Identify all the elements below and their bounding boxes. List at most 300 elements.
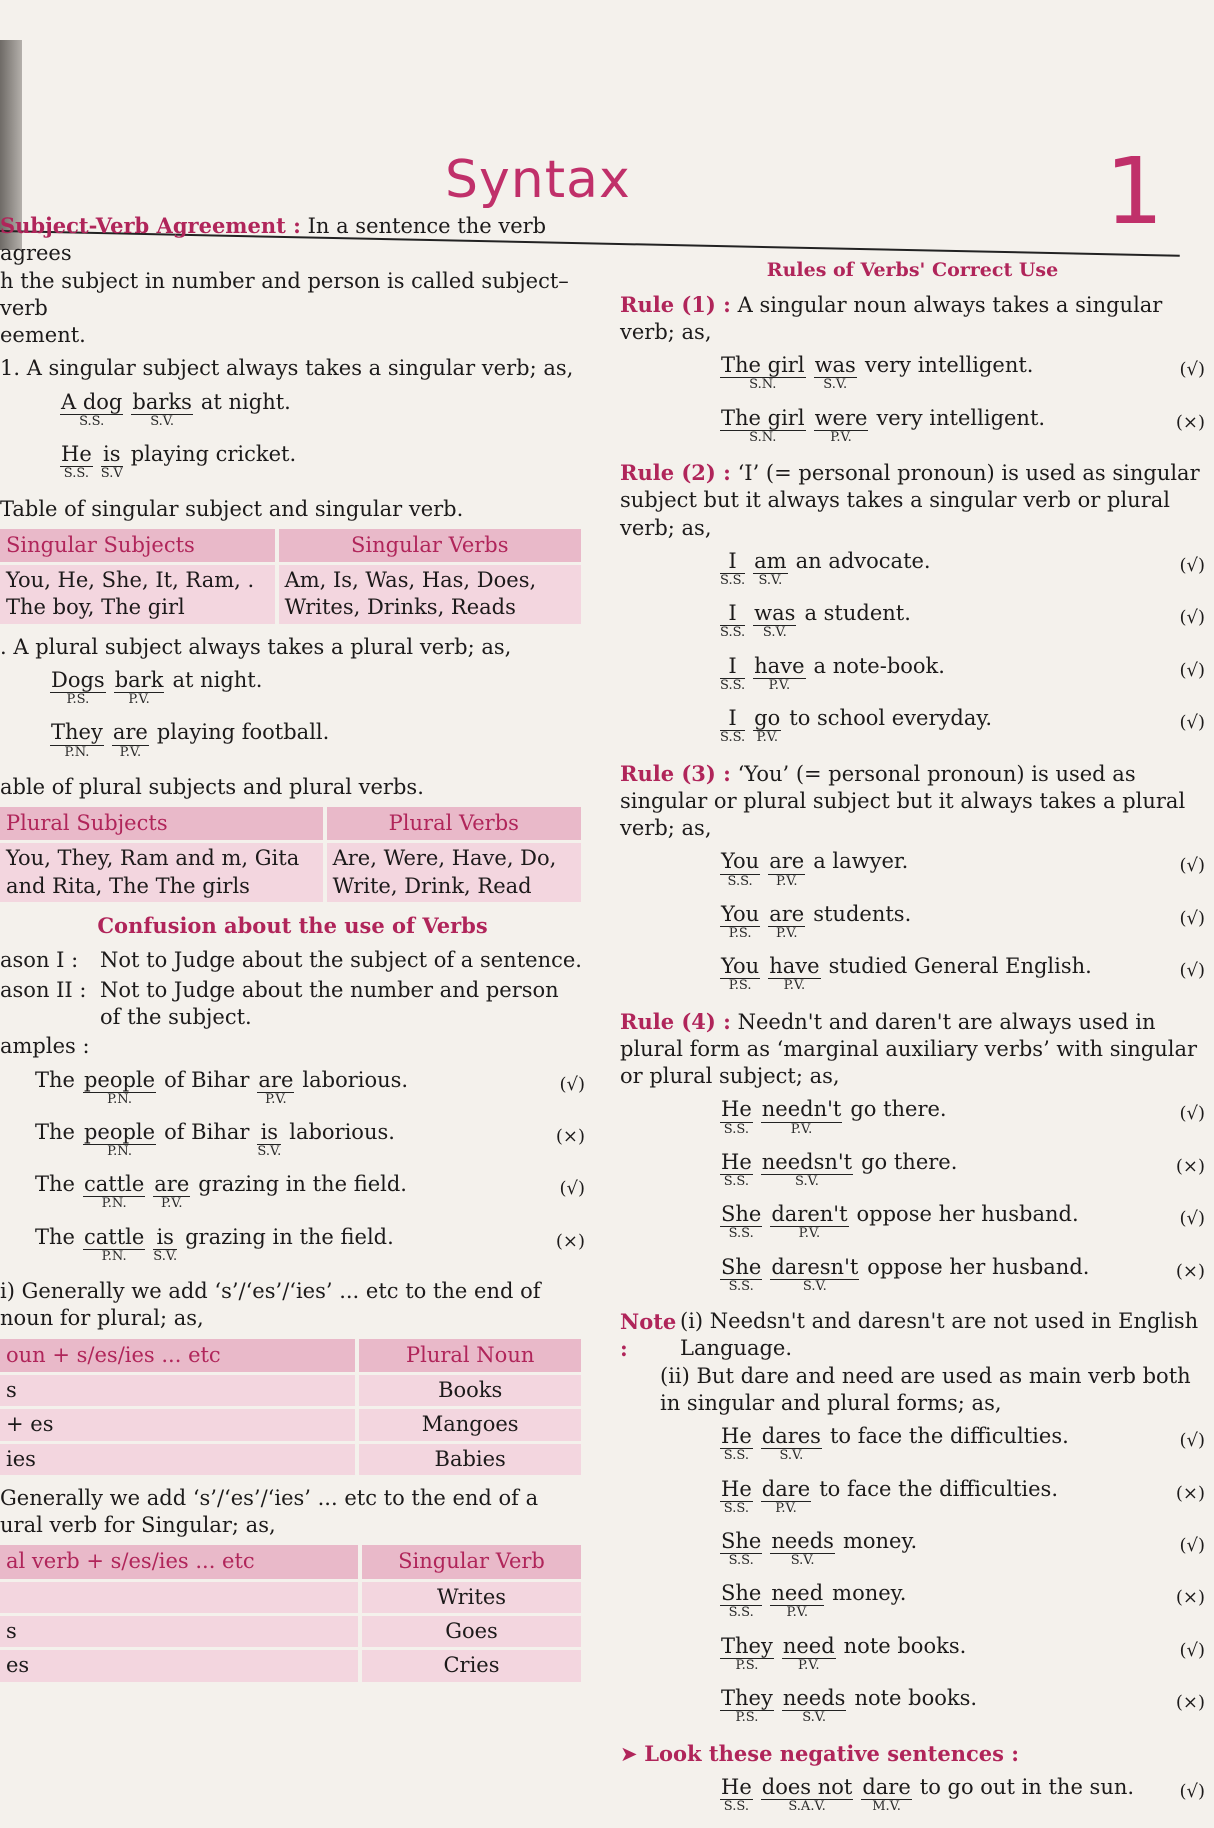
text-span: M.V. [872,1798,901,1814]
text-span: S.S. [720,730,746,746]
example-sentence [620,1098,1205,1136]
underlined-word [768,955,820,993]
correct-mark: (√) [1179,359,1205,381]
text-span: A singular noun always takes a singular verb; as, [620,292,1163,344]
text-span: I [720,602,745,626]
rule-3 [620,760,1205,843]
correct-mark: (√) [1179,855,1205,877]
text-span: S.S. [720,677,746,693]
underlined-word [720,407,806,445]
correct-mark: (√) [1179,1535,1205,1556]
text-span: P.N. [107,1143,132,1159]
underlined-word [83,1121,156,1159]
correct-mark: (√) [1179,1639,1205,1661]
text-span: have [769,954,820,979]
example-sentence [620,1425,1205,1463]
plural-noun-table [0,1339,585,1475]
text-span: P.V. [128,692,150,708]
table-cell: Mangoes [357,1408,583,1442]
underlined-word [770,1582,824,1620]
text-span: P.V. [783,978,806,994]
text-span: S.N. [749,377,777,393]
rules-heading: Rules of Verbs' Correct Use [766,259,1059,281]
text-span: a student. [804,601,911,626]
text-span: The [35,1172,75,1197]
text-span: needs [782,1686,846,1711]
underlined-word [720,1776,753,1814]
underlined-word [131,391,193,429]
underlined-word [761,1425,822,1463]
text-span: S.S. [728,1553,754,1569]
text-span: P.S. [735,1710,759,1726]
underlined-word [720,550,745,588]
text-span: needsn't [761,1149,853,1174]
underlined-word [50,669,106,707]
text-span: Rule (4) : [620,1008,731,1034]
underlined-word [782,1635,836,1673]
intro-text-2: h the subject in number and person is called subject–verb [0,268,569,320]
incorrect-mark: (×) [1175,1260,1205,1282]
text-span: S.V. [802,1710,827,1726]
text-span: of Bihar [164,1119,250,1144]
example-sentence [0,391,585,429]
text-span: laborious. [289,1119,395,1144]
text-span: a note-book. [813,653,945,678]
underlined-word [720,850,760,888]
table-header: Singular Subjects [0,529,277,564]
example-sentence [620,1582,1205,1620]
text-span: S.S. [723,1798,749,1814]
underlined-word [761,1098,843,1136]
text-span: P.V. [756,730,778,746]
underlined-word [720,1687,774,1725]
text-span: Rule (3) : [620,760,731,786]
text-span: S.V. [153,1248,178,1264]
text-span: P.V. [786,1605,808,1621]
text-span: P.S. [728,925,752,941]
text-span: very intelligent. [876,405,1046,430]
text-span: dare [761,1476,811,1501]
text-span: S.S. [720,625,746,641]
text-span: ‘You’ (= personal pronoun) is used as singular or plural subject but it always takes a plural verb; as, [620,761,1186,841]
text-span: A dog [61,389,123,414]
table-header: al verb + s/es/ies ... etc [0,1545,360,1580]
example-sentence [0,1226,585,1264]
text-span: (i) Needsn't and daresn't are not used in English Language. [680,1309,1199,1361]
correct-mark: (√) [1179,554,1205,576]
table-cell: You, He, She, It, Ram, . The boy, The girl [0,564,277,624]
text-span: go there. [850,1097,947,1122]
text-span: ason II : [0,977,87,1002]
text-span: needn't [761,1097,842,1122]
underlined-word [720,602,745,640]
text-span: were [814,405,868,430]
intro-text-3: eement. [0,323,86,348]
text-span: need [782,1633,835,1658]
text-span: P.V. [790,1121,813,1137]
left-column [0,212,585,1692]
text-span: needs [771,1529,834,1553]
underlined-word [720,1635,774,1673]
singular-table [0,529,585,624]
text-span: Look these negative sentences : [644,1740,1020,1766]
text-span: playing football. [156,720,330,745]
text-span: P.V. [775,925,798,941]
text-span: P.V. [797,1657,820,1673]
underlined-word [753,655,805,693]
underlined-word [753,707,781,745]
text-span: is [101,443,123,467]
text-span: S.N. [749,429,777,445]
text-span: S.S. [723,1173,749,1189]
text-span: S.S. [720,573,746,589]
text-span: P.S. [728,978,752,994]
underlined-word [83,1069,156,1107]
rule-1 [620,291,1205,347]
underlined-word [720,1478,753,1516]
text-span: I [720,550,745,574]
text-span: S.V. [779,1448,804,1464]
underlined-word [112,721,149,759]
note-ii: (ii) But dare and need are used as main verb both in singular and plural forms; as, [660,1363,1191,1415]
text-span: money. [832,1581,907,1606]
correct-mark: (√) [1179,712,1205,734]
text-span: is [257,1121,281,1145]
text-span: P.V. [830,429,852,445]
text-span: They [51,720,103,745]
underlined-word [814,407,869,445]
text-span: S.S. [723,1500,749,1516]
text-span: students. [813,901,912,926]
text-span: very intelligent. [864,353,1034,378]
correct-mark: (√) [1179,659,1205,681]
rule-2 [620,459,1205,542]
text-span: P.V. [798,1226,821,1242]
table-header: Plural Verbs [325,807,583,842]
underlined-word [753,550,787,588]
incorrect-mark: (×) [1175,1482,1205,1504]
incorrect-mark: (×) [1175,1587,1205,1609]
text-span: to face the difficulties. [829,1424,1069,1449]
underlined-word [60,443,93,481]
underlined-word [761,1151,853,1189]
text-span: S.V. [257,1143,282,1159]
text-span: ason I : [0,948,79,973]
text-span: of Bihar [164,1067,250,1092]
text-span: daren't [771,1202,848,1227]
intro-text: In a sentence the verb agrees [0,214,547,266]
text-span: at night. [200,389,291,414]
table-cell: Are, Were, Have, Do, Write, Drink, Read [325,842,583,902]
text-span: are [769,849,805,874]
table-cell: You, They, Ram and m, Gita and Rita, The The girls [0,842,325,902]
text-span: He [721,1476,752,1501]
singular-verb-table [0,1545,585,1681]
text-span: are [258,1067,294,1092]
text-span: S.S. [728,1226,754,1242]
text-span: He [61,442,92,467]
table-cell: s [0,1615,360,1649]
text-span: Not to Judge about the subject of a sentence. [100,948,582,973]
text-span: S.V. [150,413,175,429]
table-cell: s [0,1373,357,1407]
table-cell: es [0,1649,360,1682]
example-sentence [620,407,1205,445]
text-span: I [720,655,745,679]
underlined-word [761,1478,811,1516]
underlined-word [814,354,857,392]
underlined-word [60,391,123,429]
note [620,1308,1205,1363]
table-header: Plural Subjects [0,807,325,842]
text-span: cattle [83,1224,145,1249]
text-span: The [35,1224,75,1249]
underlined-word [761,1776,854,1814]
text-span: S.V. [795,1173,819,1189]
text-span: P.V. [775,1500,797,1516]
text-span: does not [761,1774,853,1799]
text-span: barks [132,389,192,414]
table-2-caption: able of plural subjects and plural verbs. [0,774,424,799]
table-cell: Am, Is, Was, Has, Does, Writes, Drinks, Reads [277,564,583,624]
text-span: oppose her husband. [856,1202,1079,1227]
text-span: S.S. [727,873,753,889]
text-span: dares [761,1424,821,1449]
example-sentence [620,1256,1205,1294]
text-span: They [721,1686,773,1711]
text-span: daresn't [771,1254,859,1279]
incorrect-mark: (×) [1175,1155,1205,1177]
correct-mark: (√) [1179,1780,1205,1802]
text-span: S.V. [823,377,848,393]
incorrect-mark: (×) [555,1230,585,1252]
text-span: playing cricket. [130,442,297,467]
text-span: P.V. [775,873,798,889]
text-span: an advocate. [795,548,931,573]
arrow-icon: ➤ [620,1741,645,1766]
example-sentence [620,1530,1205,1568]
text-span: have [754,653,805,678]
rule-4 [620,1008,1205,1091]
text-span: He [721,1097,752,1122]
example-sentence [0,669,585,707]
reason-2 [0,977,585,1032]
text-span: S.S. [728,1278,754,1294]
text-span: P.N. [101,1248,127,1264]
incorrect-mark: (×) [555,1125,585,1147]
example-sentence [620,955,1205,993]
page-title: Syntax [445,150,631,210]
example-sentence [620,602,1205,640]
text-span: dare [862,1774,911,1799]
text-span: Rule (1) : [620,291,731,317]
example-sentence [0,1121,585,1159]
text-span: is [153,1226,177,1250]
underlined-word [770,1203,848,1241]
text-span: go [754,706,781,731]
example-sentence [0,1173,585,1211]
underlined-word [720,354,806,392]
table-cell [0,1580,360,1614]
example-sentence [620,550,1205,588]
text-span: She [721,1254,762,1279]
text-span: oppose her husband. [867,1254,1090,1279]
text-span: to go out in the sun. [919,1774,1135,1799]
underlined-word [101,443,123,481]
chapter-number: 1 [1105,138,1164,245]
example-sentence [620,1203,1205,1241]
point-1: 1. A singular subject always takes a singular verb; as, [0,356,574,381]
correct-mark: (√) [1179,960,1205,982]
text-span: bark [114,668,164,693]
text-span: to school everyday. [789,706,993,731]
text-span: Note : [620,1309,677,1362]
examples-label: amples : [0,1034,90,1059]
table-cell: + es [0,1408,357,1442]
text-span: a lawyer. [813,849,909,874]
example-sentence [620,903,1205,941]
text-span: to face the difficulties. [819,1476,1059,1501]
text-span: go there. [861,1149,958,1174]
correct-mark: (√) [1179,1430,1205,1452]
example-sentence [620,1687,1205,1725]
text-span: P.N. [107,1091,132,1107]
underlined-word [720,707,745,745]
text-span: S.V. [762,625,787,641]
incorrect-mark: (×) [1175,411,1205,433]
underlined-word [770,1256,859,1294]
underlined-word [720,1256,762,1294]
text-span: He [721,1774,752,1799]
text-span: S.V. [790,1553,815,1569]
underlined-word [720,1151,753,1189]
text-span: need [771,1581,824,1606]
text-span: He [721,1149,752,1174]
underlined-word [768,850,805,888]
text-span: at night. [172,668,263,693]
text-span: S.S. [63,466,89,482]
underlined-word [720,1530,762,1568]
text-span: S.S. [79,413,105,429]
text-span: note books. [854,1686,978,1711]
text-span: P.V. [768,677,791,693]
example-sentence [0,1069,585,1107]
plural-table [0,807,585,902]
example-sentence [620,354,1205,392]
underlined-word [770,1530,835,1568]
text-span: He [721,1424,752,1449]
text-span: S.S. [723,1121,749,1137]
underlined-word [720,955,760,993]
underlined-word [83,1226,145,1264]
example-sentence [620,850,1205,888]
underlined-word [782,1687,847,1725]
underlined-word [720,1203,762,1241]
underlined-word [114,669,165,707]
table-cell: Cries [360,1649,583,1682]
correct-mark: (√) [1179,907,1205,929]
text-span: S.V. [758,573,783,589]
text-span: You [721,954,760,979]
underlined-word [153,1173,190,1211]
example-sentence [620,1776,1205,1814]
table-header: Plural Noun [357,1339,583,1374]
underlined-word [720,1425,753,1463]
point-2: . A plural subject always takes a plural verb; as, [0,634,512,659]
underlined-word [257,1121,281,1159]
text-span: They [721,1633,773,1658]
negative-heading [620,1740,1205,1768]
text-span: P.N. [101,1196,127,1212]
underlined-word [720,1098,753,1136]
text-span: note books. [843,1633,967,1658]
point-3: i) Generally we add ‘s’/‘es’/‘ies’ ... etc to the end of noun for plural; as, [0,1279,541,1331]
text-span: She [721,1529,762,1553]
text-span: people [83,1119,156,1144]
text-span: Not to Judge about the number and person of the subject. [100,977,559,1029]
text-span: She [721,1581,762,1606]
table-cell: ies [0,1442,357,1475]
incorrect-mark: (×) [1175,1692,1205,1714]
text-span: was [754,601,796,626]
reason-1 [0,947,585,974]
text-span: are [154,1172,190,1197]
example-sentence [620,1635,1205,1673]
table-header: oun + s/es/ies ... etc [0,1339,357,1374]
table-header: Singular Verbs [277,529,583,564]
table-cell: Writes [360,1580,583,1614]
underlined-word [720,903,760,941]
underlined-word [257,1069,294,1107]
underlined-word [720,1582,762,1620]
text-span: people [83,1067,156,1092]
text-span: Needn't and daren't are always used in plural form as ‘marginal auxiliary verbs’ with singular or plural subject; as, [620,1009,1198,1089]
underlined-word [83,1173,145,1211]
text-span: S.V [100,466,123,482]
table-1-caption: Table of singular subject and singular verb. [0,496,464,521]
text-span: The girl [721,405,805,430]
correct-mark: (√) [559,1073,585,1095]
table-cell: Goes [360,1615,583,1649]
text-span: laborious. [302,1067,409,1092]
underlined-word [861,1776,911,1814]
text-span: am [754,548,787,573]
example-sentence [620,707,1205,745]
text-span: The [35,1067,75,1092]
text-span: P.V. [265,1091,287,1107]
text-span: P.N. [64,744,90,760]
correct-mark: (√) [559,1178,585,1200]
table-cell: Babies [357,1442,583,1475]
underlined-word [753,602,796,640]
text-span: are [112,720,148,745]
text-span: S.S. [728,1605,754,1621]
text-span: are [769,901,805,926]
text-span: P.S. [735,1657,759,1673]
point-4: Generally we add ‘s’/‘es’/‘ies’ ... etc to the end of a ural verb for Singular; as, [0,1485,539,1538]
underlined-word [153,1226,177,1264]
text-span: money. [842,1529,918,1553]
example-sentence [0,721,585,759]
confusion-heading: Confusion about the use of Verbs [97,913,488,939]
text-span: was [814,353,856,378]
underlined-word [50,721,104,759]
text-span: S.A.V. [788,1798,826,1814]
example-sentence [620,1151,1205,1189]
text-span: grazing in the field. [185,1224,394,1249]
text-span: P.V. [119,744,142,760]
underlined-word [768,903,805,941]
